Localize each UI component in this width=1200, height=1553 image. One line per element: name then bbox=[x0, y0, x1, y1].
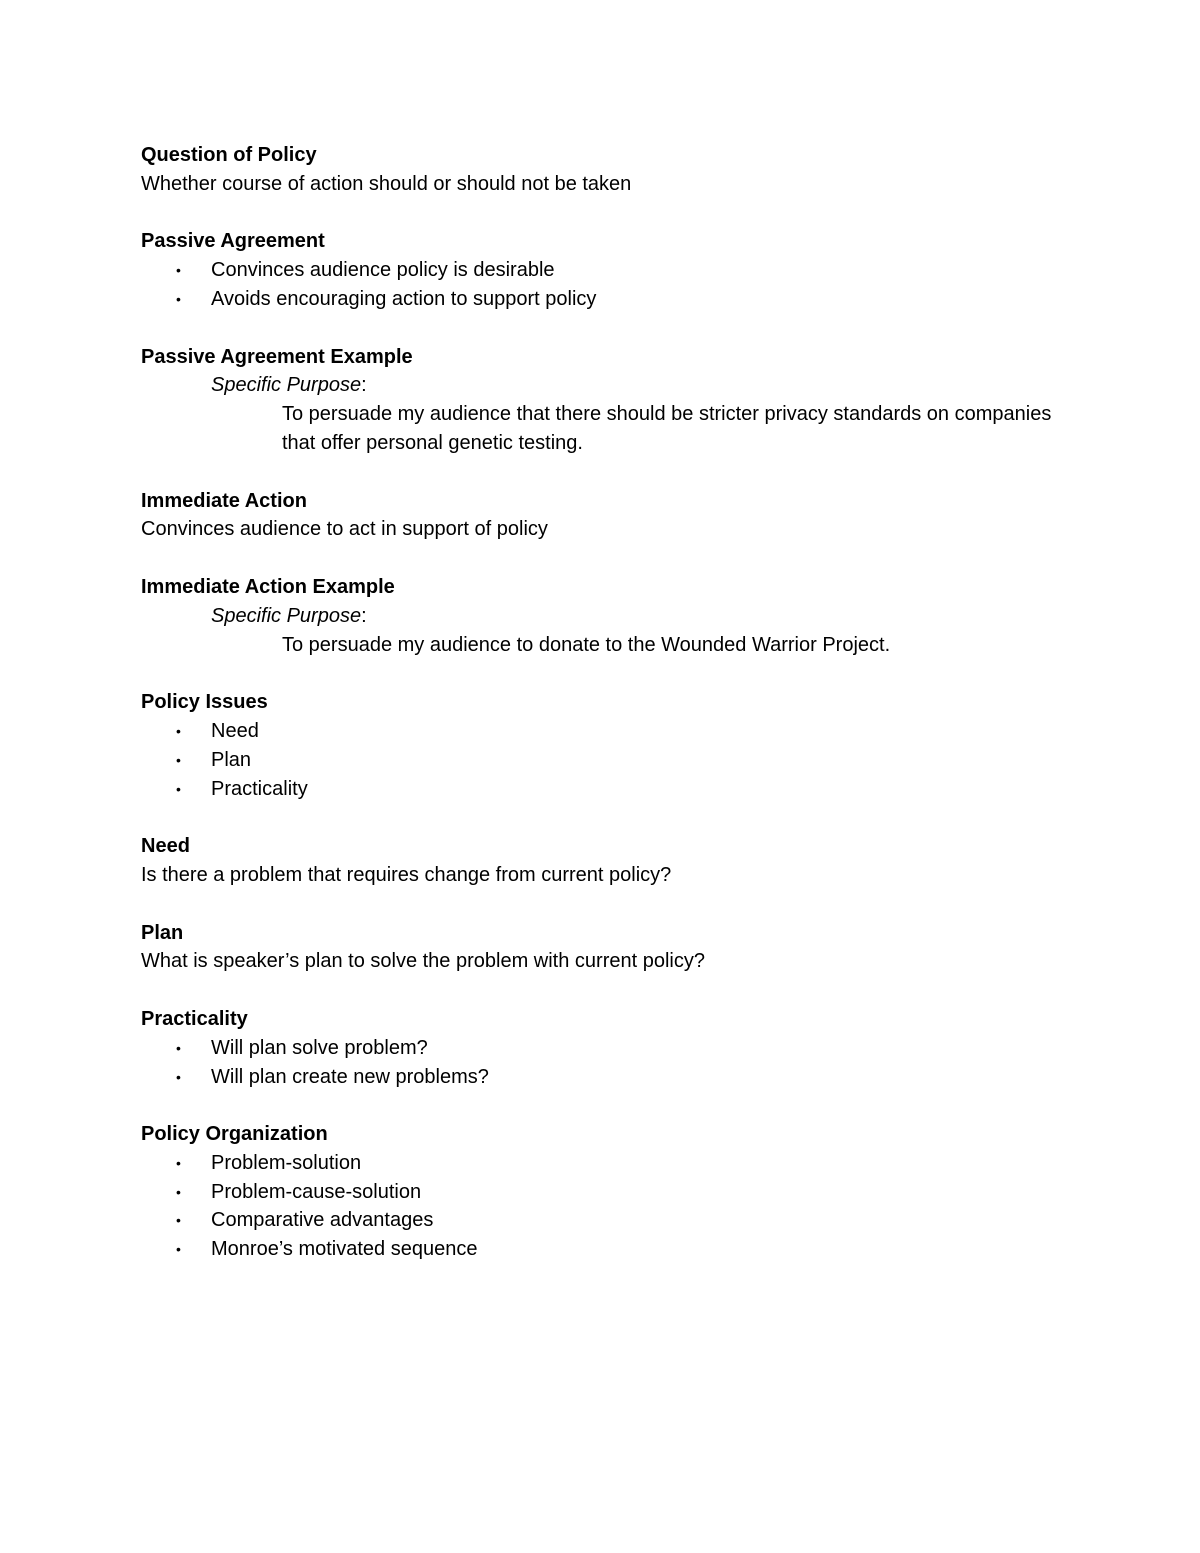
list-item bbox=[141, 717, 1081, 746]
list-item-text: Convinces audience policy is desirable bbox=[211, 259, 555, 282]
section-heading: Question of Policy bbox=[141, 144, 317, 166]
list-item-text: Practicality bbox=[211, 777, 308, 800]
list-item-text: Monroe’s motivated sequence bbox=[211, 1238, 478, 1261]
section-need bbox=[141, 832, 1081, 890]
section-text: Convinces audience to act in support of policy bbox=[141, 518, 548, 541]
section-question-of-policy bbox=[141, 141, 1081, 199]
bullet-list bbox=[141, 256, 1081, 314]
section-heading: Plan bbox=[141, 921, 184, 944]
list-item bbox=[141, 1149, 1081, 1178]
list-item-text: Problem-cause-solution bbox=[211, 1180, 422, 1203]
list-item-text: Plan bbox=[211, 748, 252, 771]
bullet-icon: • bbox=[176, 722, 181, 739]
bullet-icon: • bbox=[176, 1039, 181, 1056]
bullet-icon: • bbox=[176, 290, 181, 307]
list-item bbox=[141, 1206, 1081, 1235]
bullet-icon: • bbox=[176, 1183, 181, 1200]
section-passive-agreement-example bbox=[141, 343, 1081, 458]
list-item-text: Problem-solution bbox=[211, 1151, 362, 1174]
section-text: Whether course of action should or should not be taken bbox=[141, 172, 632, 195]
section-heading: Immediate Action Example bbox=[141, 575, 395, 598]
section-policy-issues bbox=[141, 688, 1081, 803]
list-item-text: Need bbox=[211, 719, 259, 742]
section-heading: Passive Agreement Example bbox=[141, 345, 413, 368]
section-immediate-action bbox=[141, 487, 1081, 545]
bullet-icon: • bbox=[176, 751, 181, 768]
list-item bbox=[141, 1034, 1081, 1063]
section-text: Is there a problem that requires change from current policy? bbox=[141, 863, 672, 886]
list-item-text: Comparative advantages bbox=[211, 1209, 434, 1232]
list-item-text: Avoids encouraging action to support policy bbox=[211, 287, 597, 310]
list-item bbox=[141, 1235, 1081, 1264]
section-policy-organization bbox=[141, 1120, 1081, 1264]
bullet-list bbox=[141, 1034, 1081, 1092]
section-heading: Practicality bbox=[141, 1007, 248, 1030]
bullet-icon: • bbox=[176, 1241, 181, 1258]
list-item bbox=[141, 256, 1081, 285]
section-immediate-action-example bbox=[141, 573, 1081, 659]
list-item-text: Will plan create new problems? bbox=[211, 1065, 489, 1088]
list-item-text: Will plan solve problem? bbox=[211, 1036, 428, 1059]
section-plan bbox=[141, 919, 1081, 977]
section-text: What is speaker’s plan to solve the problem with current policy? bbox=[141, 950, 705, 973]
bullet-icon: • bbox=[176, 262, 181, 279]
specific-purpose-label: Specific Purpose: bbox=[211, 604, 367, 627]
document-page bbox=[141, 141, 1081, 1293]
specific-purpose-text: To persuade my audience to donate to the Wounded Warrior Project. bbox=[282, 633, 891, 656]
bullet-icon: • bbox=[176, 1154, 181, 1171]
list-item bbox=[141, 1063, 1081, 1092]
section-heading: Passive Agreement bbox=[141, 230, 325, 253]
bullet-list bbox=[141, 717, 1081, 803]
section-heading: Need bbox=[141, 835, 190, 858]
list-item bbox=[141, 746, 1081, 775]
section-heading: Policy Issues bbox=[141, 691, 268, 714]
list-item bbox=[141, 1178, 1081, 1207]
bullet-list bbox=[141, 1149, 1081, 1264]
section-heading: Policy Organization bbox=[141, 1123, 328, 1146]
list-item bbox=[141, 775, 1081, 804]
specific-purpose-label: Specific Purpose: bbox=[211, 374, 367, 397]
section-heading: Immediate Action bbox=[141, 489, 307, 512]
section-practicality bbox=[141, 1005, 1081, 1091]
bullet-icon: • bbox=[176, 780, 181, 797]
specific-purpose-text: To persuade my audience that there should be stricter privacy standards on companies that offer personal genetic testing. bbox=[282, 403, 1052, 454]
list-item bbox=[141, 285, 1081, 314]
bullet-icon: • bbox=[176, 1212, 181, 1229]
section-passive-agreement bbox=[141, 227, 1081, 313]
bullet-icon: • bbox=[176, 1068, 181, 1085]
